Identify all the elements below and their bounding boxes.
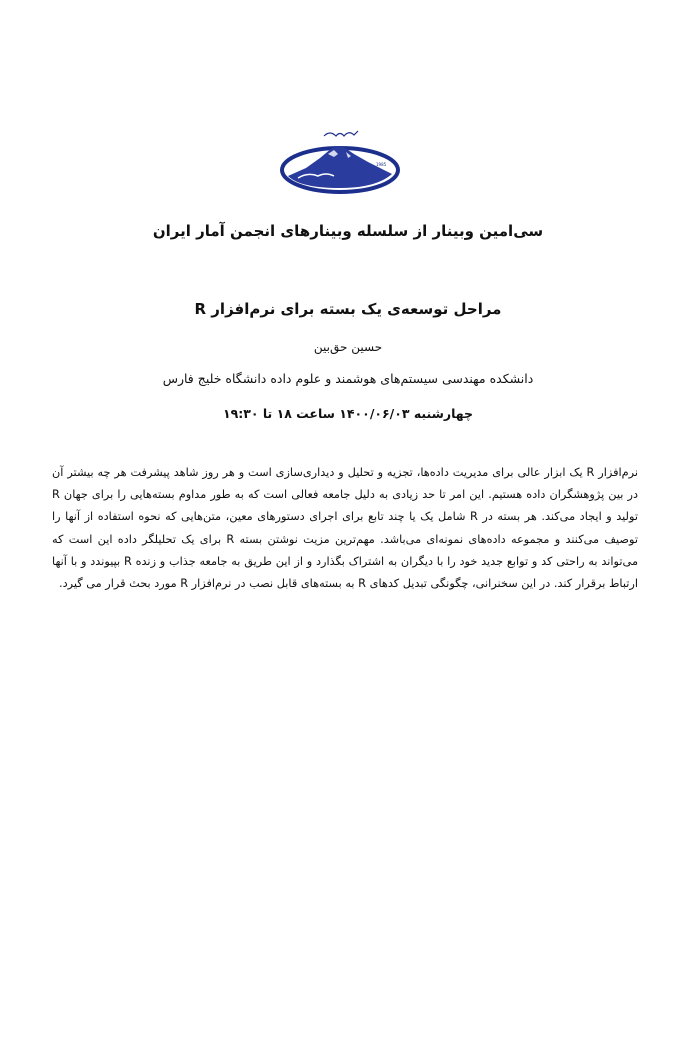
series-title: سی‌امین وبینار از سلسله وبینارهای انجمن آمار ایران	[152, 222, 544, 240]
logo-calligraphy	[324, 131, 358, 136]
logo-emblem-icon	[276, 128, 406, 198]
speaker-name: حسین حق‌بین	[313, 340, 383, 354]
speaker-affiliation: دانشکده مهندسی سیستم‌های هوشمند و علوم داده دانشگاه خلیج فارس	[162, 371, 534, 386]
talk-title: مراحل توسعه‌ی یک بسته برای نرم‌افزار R	[194, 300, 502, 318]
society-logo	[276, 128, 406, 198]
abstract-paragraph: نرم‌افزار R یک ابزار عالی برای مدیریت داده‌ها، تجزیه و تحلیل و دیداری‌سازی است و هر روز شاهد پیشرفت هر چه بیشتر آن در بین پژوهشگران داده هستیم. این امر تا حد زیادی به دلیل جامعه فعالی است که به طور مداوم بسته‌هایی را برای جهان R تولید و ایجاد می‌کند. هر بسته در R شامل یک یا چند تابع برای اجرای دستورهای معین، متن‌هایی که نحوه استفاده از آنها را توصیف می‌کنند و مجموعه داده‌های نمونه‌ای می‌باشد. مهم‌ترین مزیت نوشتن بسته R برای یک تحلیلگر داده این است که می‌تواند به راحتی کد و توابع جدید خود را با دیگران به اشتراک بگذارد و از این طریق به جامعه جذاب و زنده R بپیوندد و با آنها ارتباط برقرار کند. در این سخنرانی، چگونگی تبدیل کدهای R به بسته‌های قابل نصب در نرم‌افزار R مورد بحث قرار می گیرد.	[52, 466, 638, 591]
svg-text:1985: 1985	[376, 162, 387, 167]
abstract	[52, 462, 638, 595]
event-datetime: چهارشنبه ۱۴۰۰/۰۶/۰۳ ساعت ۱۸ تا ۱۹:۳۰	[222, 406, 474, 421]
